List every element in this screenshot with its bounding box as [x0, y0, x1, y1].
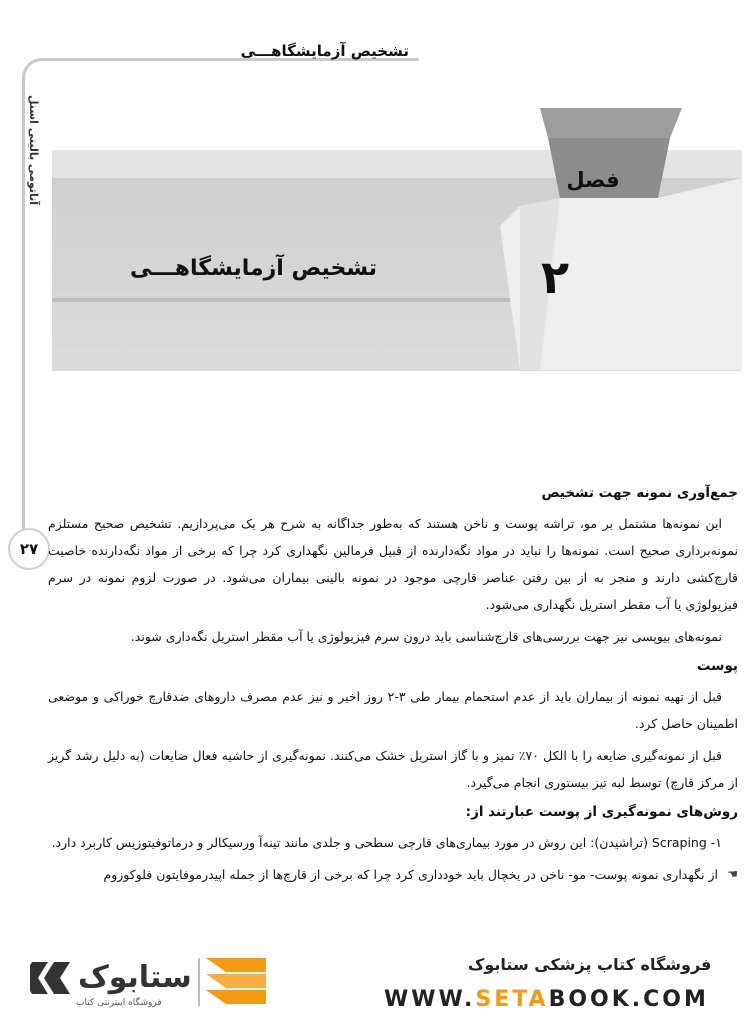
chapter-title: تشخیص آزمایشگاهـــی — [129, 256, 377, 281]
footer-fade — [0, 885, 749, 925]
paragraph: قبل از نمونه‌گیری ضایعه را با الکل ۷۰٪ تمیز و با گاز استریل خشک می‌کنند. نمونه‌گیری از حاشیه فعال ضایعات (به دلیل رشد گریز از مرکز قارچ) توسط لبه تیز بیستوری انجام می‌گیرد. — [48, 748, 738, 790]
banner-stripe — [52, 298, 510, 302]
chapter-tab-shape — [500, 108, 749, 372]
section-heading-sample-collection: جمع‌آوری نمونه جهت تشخیص — [541, 485, 738, 501]
url-suffix: BOOK.COM — [548, 987, 709, 1012]
chapter-label: فصل — [566, 168, 620, 192]
paragraph: قبل از تهیه نمونه از بیماران باید از عدم استحمام بیمار طی ۳-۲ روز اخیر و نیز عدم مصرف داروهای ضدقارچ خوراکی و موضعی اطمینان حاصل کرد. — [48, 689, 738, 731]
page-number: ۲۷ — [8, 528, 50, 570]
running-title: تشخیص آزمایشگاهـــی — [240, 42, 409, 60]
body-content — [48, 482, 738, 893]
section-heading-sampling-methods: روش‌های نمونه‌گیری از پوست عبارتند از: — [465, 804, 738, 820]
pointing-hand-icon: ☚ — [727, 867, 738, 881]
paragraph: نمونه‌های بیوپسی نیز جهت بررسی‌های قارچ‌شناسی باید درون سرم فیزیولوژی یا آب مقطر استریل نگه‌داری شوند. — [130, 629, 722, 644]
logo-tagline: فروشگاه اینترنتی کتاب — [76, 998, 162, 1008]
url-prefix: WWW. — [384, 987, 476, 1012]
note-line — [48, 861, 738, 888]
paragraph: ۱- Scraping (تراشیدن): این روش در مورد بیماری‌های قارچی سطحی و جلدی مانند تینه‌آ ورسیکالر و درماتوفیتوزیس کاربرد دارد. — [51, 835, 722, 850]
store-name: فروشگاه کتاب پزشکی ستابوک — [468, 955, 712, 974]
paragraph: این نمونه‌ها مشتمل بر مو، تراشه پوست و ناخن هستند که به‌طور جداگانه به شرح هر یک می‌پردازیم. تشخیص صحیح مستلزم نمونه‌برداری صحیح است. نمونه‌ها را نباید در مواد نگه‌دارنده از قبیل فرمالین نگهداری کرد چرا که برخی از مواد نگه‌دارنده خاصیت قارچ‌کشی دارند و منجر به از بین رفتن عناصر قارچی موجود در نمونه بالینی بیماران می‌شود. در صورت لزوم نمونه در سرم فیزیولوژی یا آب مقطر استریل نگهداری می‌شود. — [48, 516, 738, 612]
store-url[interactable] — [384, 987, 709, 1012]
side-title: آناتومی بالینی اسنل — [27, 94, 40, 206]
logo-text: ستابوک — [78, 960, 192, 995]
chapter-number: ۲ — [540, 250, 570, 304]
section-heading-skin: پوست — [696, 658, 738, 674]
note-text: از نگهداری نمونه پوست- مو- ناخن در یخچال باید خودداری کرد چرا که برخی از قارچ‌ها از جمله اپیدرموفایتون فلوکوزوم — [103, 867, 718, 882]
url-accent: SETA — [475, 987, 549, 1012]
